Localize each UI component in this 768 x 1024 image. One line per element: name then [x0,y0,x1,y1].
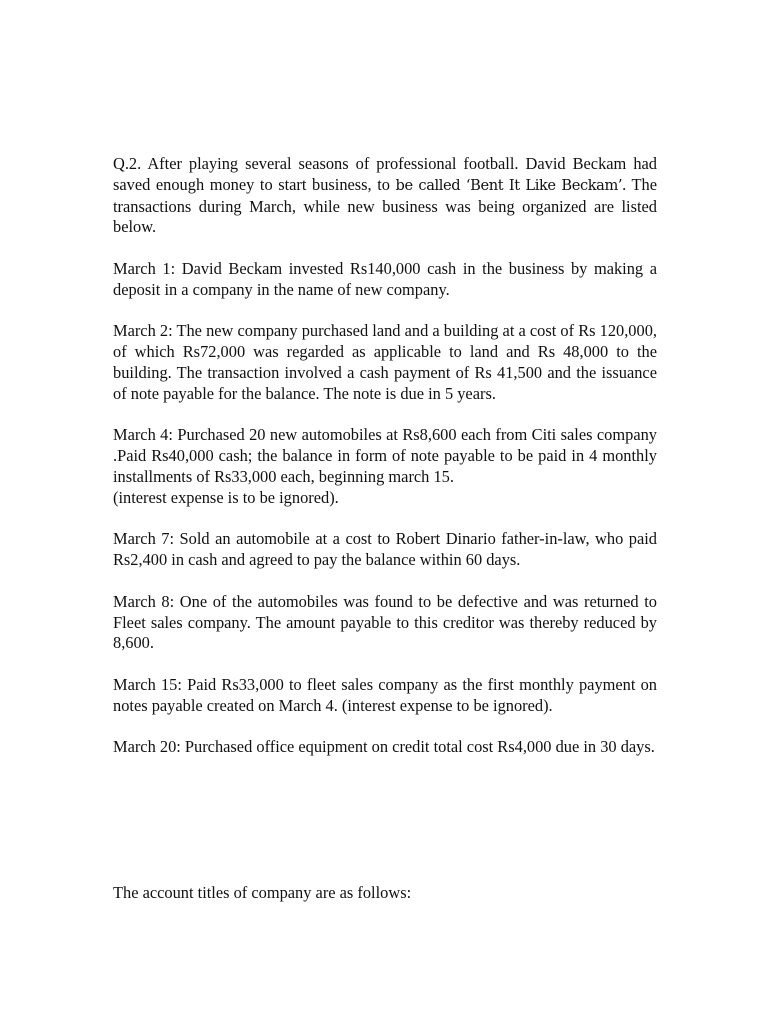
transaction-text: March 2: The new company purchased land and a building at a cost of Rs 120,000, of which Rs72,000 was regarded as applicable to land and Rs 48,000 to the building. The transaction involved a cash payment of Rs 41,500 and the issuance of note payable for the balance. The note is due in 5 years. [113,321,657,403]
transaction-text: March 15: Paid Rs33,000 to fleet sales company as the first monthly payment on notes payable created on March 4. (interest expense to be ignored). [113,674,657,715]
transaction-text: March 7: Sold an automobile at a cost to Robert Dinario father-in-law, who paid Rs2,400 in cash and agreed to pay the balance within 60 days. [113,529,657,570]
transaction-march-7 [113,529,657,571]
question-intro-text: Q.2. After playing several seasons of professional football. David Beckam had saved enough money to start business, to [113,154,657,194]
blank-space [113,779,657,883]
question-intro [113,154,657,238]
business-name: be called ‘Bent It Like Beckam’ [395,176,623,194]
transaction-march-2 [113,321,657,404]
transaction-text: March 20: Purchased office equipment on credit total cost Rs4,000 due in 30 days. [113,737,655,757]
transaction-march-20 [113,737,657,758]
transaction-march-8 [113,592,657,654]
document-body [113,154,657,925]
transaction-text: March 4: Purchased 20 new automobiles at Rs8,600 each from Citi sales company .Paid Rs40,000 cash; the balance in form of note payable to be paid in 4 monthly installments of Rs33,000 each, beginning march 15. [113,425,657,486]
transaction-text: March 8: One of the automobiles was found to be defective and was returned to Fleet sales company. The amount payable to this creditor was thereby reduced by 8,600. [113,591,657,653]
account-titles-heading: The account titles of company are as follows: [113,882,412,902]
transaction-note: (interest expense is to be ignored). [113,487,339,507]
transaction-march-1 [113,259,657,301]
question-intro-tail: . The transactions during March, while new business was being organized are listed below. [113,174,657,237]
transaction-march-15 [113,675,657,717]
transaction-text: March 1: David Beckam invested Rs140,000 cash in the business by making a deposit in a company in the name of new company. [113,258,657,299]
transaction-march-4 [113,425,657,508]
